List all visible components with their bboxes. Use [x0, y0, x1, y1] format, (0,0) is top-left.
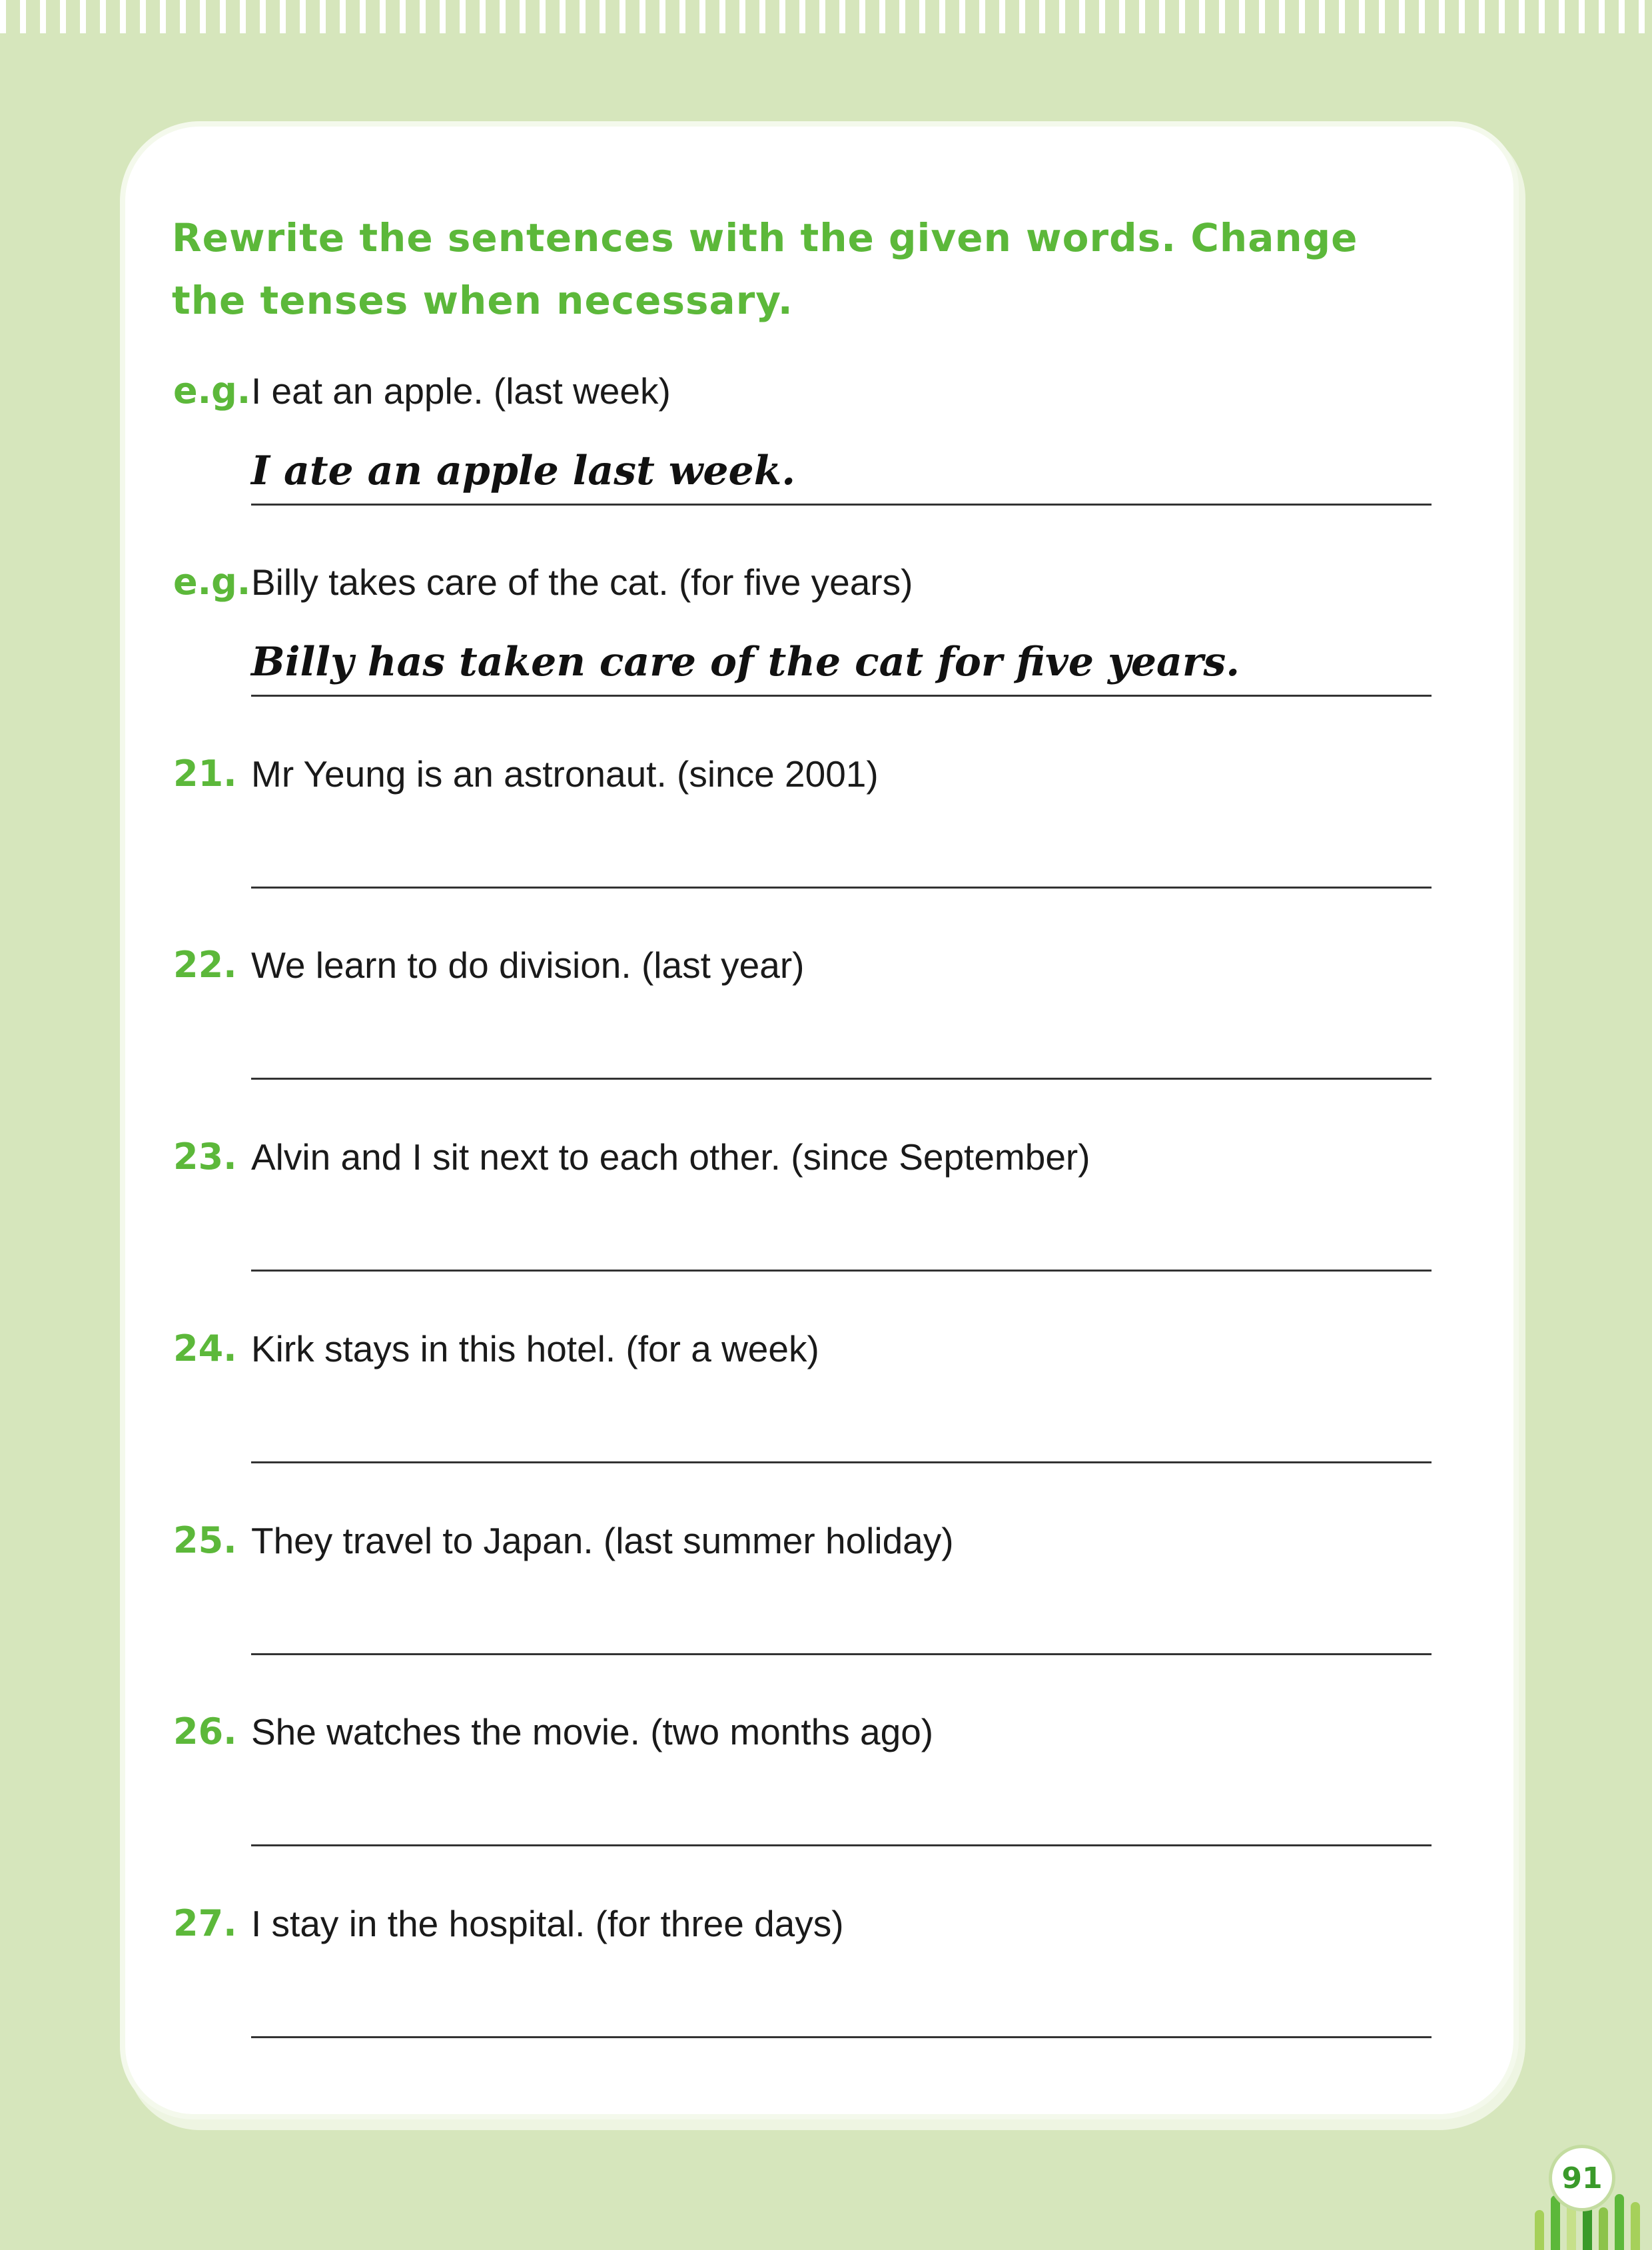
item-prompt: Alvin and I sit next to each other. (since September) [251, 1136, 1090, 1178]
item-label: 23. [173, 1136, 237, 1178]
answer-line[interactable] [251, 1653, 1432, 1655]
item-prompt: Kirk stays in this hotel. (for a week) [251, 1328, 819, 1369]
answer-line[interactable] [251, 887, 1432, 889]
item-prompt: We learn to do division. (last year) [251, 944, 805, 986]
handwritten-answer: I ate an apple last week. [251, 448, 796, 494]
top-decorative-fringe [0, 0, 1652, 53]
item-prompt: I stay in the hospital. (for three days) [251, 1903, 844, 1944]
item-prompt: I eat an apple. (last week) [251, 370, 671, 412]
handwritten-answer: Billy has taken care of the cat for five years. [251, 639, 1240, 685]
answer-line[interactable] [251, 1844, 1432, 1846]
answer-line[interactable] [251, 1078, 1432, 1080]
item-prompt: They travel to Japan. (last summer holiday) [251, 1520, 954, 1561]
item-prompt: Mr Yeung is an astronaut. (since 2001) [251, 753, 879, 795]
page-number: 91 [1549, 2145, 1615, 2211]
answer-line[interactable] [251, 504, 1432, 506]
item-label: 21. [173, 753, 237, 795]
item-prompt: She watches the movie. (two months ago) [251, 1711, 934, 1752]
answer-line[interactable] [251, 1461, 1432, 1463]
answer-line[interactable] [251, 1270, 1432, 1272]
instruction-text: Rewrite the sentences with the given words. Change the tenses when necessary. [172, 215, 1358, 323]
answer-line[interactable] [251, 2036, 1432, 2038]
item-prompt: Billy takes care of the cat. (for five years) [251, 562, 913, 603]
item-label: e.g. [173, 370, 251, 412]
item-label: e.g. [173, 561, 251, 603]
item-label: 22. [173, 944, 237, 986]
item-label: 26. [173, 1710, 237, 1752]
item-label: 27. [173, 1902, 237, 1944]
item-label: 24. [173, 1327, 237, 1369]
answer-line[interactable] [251, 695, 1432, 697]
item-label: 25. [173, 1519, 237, 1561]
worksheet-card [120, 121, 1519, 2119]
